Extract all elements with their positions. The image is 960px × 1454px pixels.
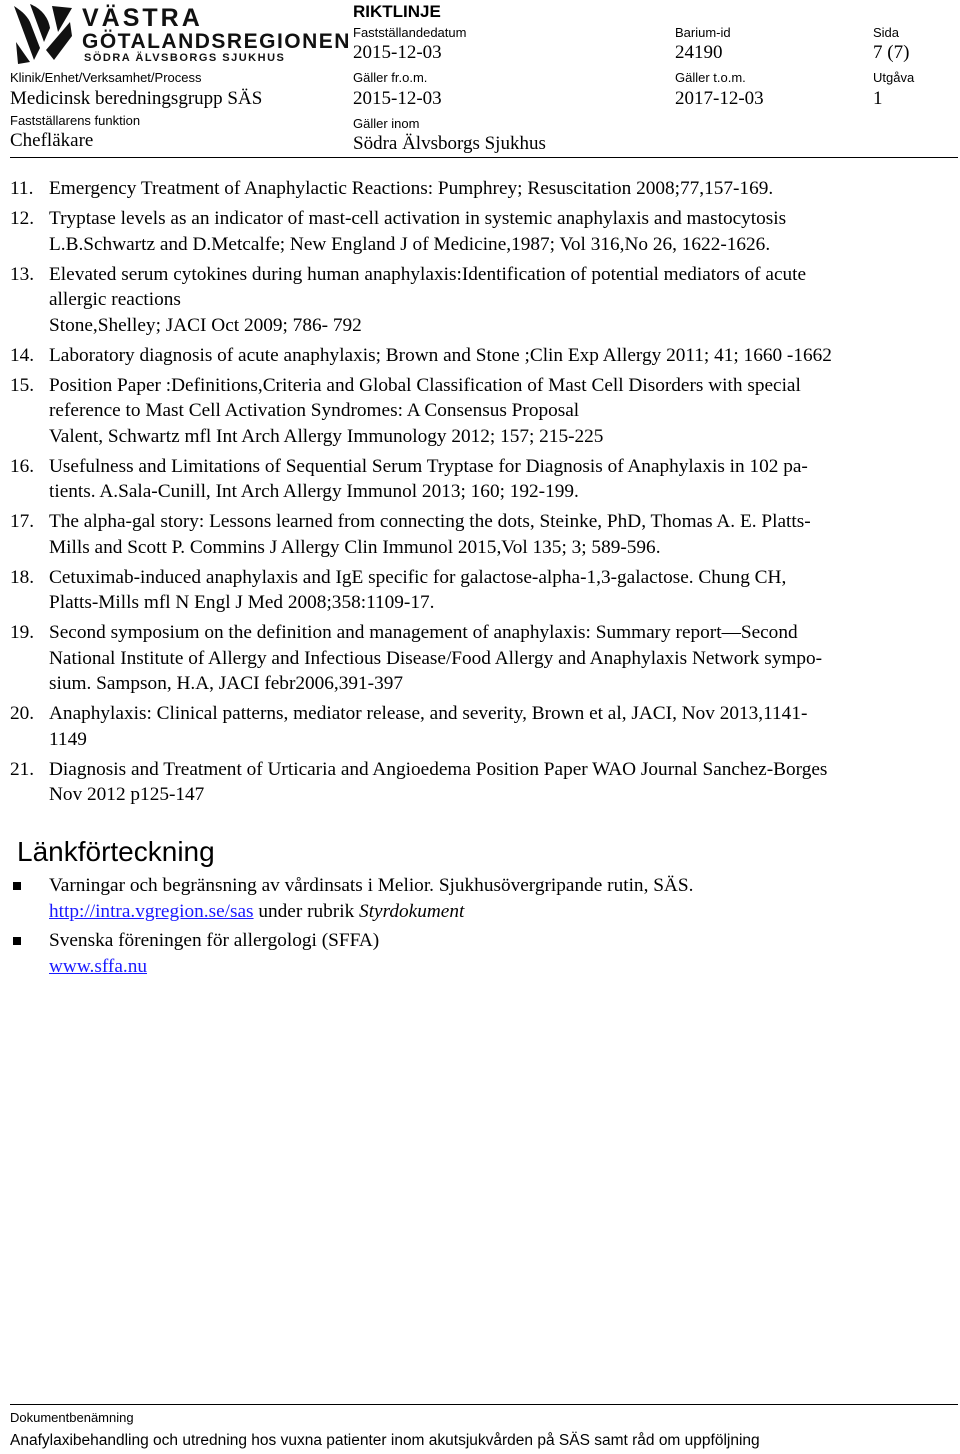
link-item-suffix: under rubrik	[253, 900, 360, 922]
region-logo	[10, 2, 351, 68]
sffa-link[interactable]: www.sffa.nu	[49, 955, 147, 977]
reference-line: Mills and Scott P. Commins J Allergy Clin Immunol 2015,Vol 135; 3; 589-596.	[49, 536, 661, 558]
link-item-italic: Styrdokument	[359, 900, 465, 922]
reference-line: Usefulness and Limitations of Sequential Serum Tryptase for Diagnosis of Anaphylaxis in 102 pa-	[49, 455, 808, 477]
reference-line: National Institute of Allergy and Infectious Disease/Food Allergy and Anaphylaxis Network sympo-	[49, 647, 823, 669]
reference-line: allergic reactions	[49, 289, 181, 310]
reference-line: reference to Mast Cell Activation Syndromes: A Consensus Proposal	[49, 400, 580, 421]
logo-line3: SÖDRA ÄLVSBORGS SJUKHUS	[84, 52, 286, 64]
reference-line: Position Paper :Definitions,Criteria and Global Classification of Mast Cell Disorders with special	[49, 374, 801, 396]
reference-number: 15.	[10, 374, 35, 396]
reference-item	[10, 343, 930, 369]
square-bullet-icon	[13, 882, 21, 890]
square-bullet-icon	[13, 937, 21, 945]
reference-item	[10, 565, 930, 616]
link-item-text: Varningar och begränsning av vårdinsats i Melior. Sjukhusövergripande rutin, SÄS.	[49, 875, 694, 896]
reference-item	[10, 701, 930, 752]
reference-item	[10, 509, 930, 560]
reference-line: Stone,Shelley; JACI Oct 2009; 786- 792	[49, 314, 362, 336]
value-galler-tom: 2017-12-03	[675, 88, 764, 109]
reference-line: Laboratory diagnosis of acute anaphylaxis; Brown and Stone ;Clin Exp Allergy 2011; 41; 1660 -1662	[49, 344, 832, 366]
link-item-text: Svenska föreningen för allergologi (SFFA)	[49, 930, 380, 951]
reference-item	[10, 454, 930, 505]
reference-number: 12.	[10, 208, 35, 229]
reference-line: Valent, Schwartz mfl Int Arch Allergy Immunology 2012; 157; 215-225	[49, 425, 604, 447]
reference-line: Tryptase levels as an indicator of mast-cell activation in systemic anaphylaxis and mastocytosis	[49, 208, 787, 229]
reference-line: 1149	[49, 728, 87, 750]
label-barium-id: Barium-id	[675, 25, 731, 40]
logo-line2: GÖTALANDSREGIONEN	[82, 30, 351, 53]
links-heading: Länkförteckning	[17, 836, 215, 867]
reference-line: The alpha-gal story: Lessons learned from connecting the dots, Steinke, PhD, Thomas A. E. Platts-	[49, 511, 811, 532]
document-type: RIKTLINJE	[353, 2, 441, 21]
list-item	[10, 873, 693, 924]
reference-line: Emergency Treatment of Anaphylactic Reactions: Pumphrey; Resuscitation 2008;77,157-169.	[49, 178, 774, 199]
reference-number: 20.	[10, 703, 35, 724]
label-galler-inom: Gäller inom	[353, 116, 420, 131]
footer-label: Dokumentbenämning	[10, 1410, 134, 1425]
reference-line: L.B.Schwartz and D.Metcalfe; New England J of Medicine,1987; Vol 316,No 26, 1622-1626.	[49, 233, 771, 255]
value-utgava: 1	[873, 88, 883, 109]
reference-number: 17.	[10, 511, 35, 532]
header-divider	[10, 157, 958, 158]
intranet-link[interactable]: http://intra.vgregion.se/sas	[49, 900, 254, 922]
label-galler-from: Gäller fr.o.m.	[353, 70, 428, 85]
reference-number: 14.	[10, 344, 35, 366]
reference-item	[10, 373, 930, 450]
reference-number: 21.	[10, 758, 35, 780]
reference-line: tients. A.Sala-Cunill, Int Arch Allergy Immunol 2013; 160; 192-199.	[49, 481, 579, 502]
value-fastst-datum: 2015-12-03	[353, 42, 442, 63]
value-galler-inom: Södra Älvsborgs Sjukhus	[353, 133, 546, 154]
reference-number: 11.	[10, 178, 34, 199]
reference-line: Second symposium on the definition and management of anaphylaxis: Summary report—Second	[49, 622, 798, 643]
reference-item	[10, 206, 930, 257]
reference-item	[10, 757, 930, 808]
reference-item	[10, 620, 930, 697]
link-list	[10, 873, 693, 983]
label-funktion: Fastställarens funktion	[10, 113, 141, 128]
value-klinik: Medicinsk beredningsgrupp SÄS	[10, 88, 263, 109]
label-galler-tom: Gäller t.o.m.	[675, 70, 746, 85]
reference-item	[10, 262, 930, 339]
label-fastst-datum: Fastställandedatum	[353, 25, 467, 40]
reference-line: sium. Sampson, H.A, JACI febr2006,391-397	[49, 673, 404, 694]
reference-number: 16.	[10, 455, 35, 477]
reference-number: 13.	[10, 263, 35, 285]
reference-number: 18.	[10, 566, 35, 588]
reference-list	[10, 176, 930, 812]
reference-number: 19.	[10, 622, 35, 643]
reference-line: Anaphylaxis: Clinical patterns, mediator release, and severity, Brown et al, JACI, Nov 2013,1141-	[49, 703, 808, 724]
value-funktion: Chefläkare	[10, 130, 94, 151]
value-galler-from: 2015-12-03	[353, 88, 442, 109]
region-emblem-icon	[10, 2, 76, 66]
reference-line: Diagnosis and Treatment of Urticaria and Angioedema Position Paper WAO Journal Sanchez-Borges	[49, 758, 828, 780]
list-item	[10, 928, 693, 979]
label-klinik: Klinik/Enhet/Verksamhet/Process	[10, 70, 202, 85]
reference-line: Nov 2012 p125-147	[49, 784, 205, 805]
reference-line: Cetuximab-induced anaphylaxis and IgE specific for galactose-alpha-1,3-galactose. Chung CH,	[49, 566, 787, 588]
reference-line: Platts-Mills mfl N Engl J Med 2008;358:1109-17.	[49, 592, 435, 613]
reference-item	[10, 176, 930, 202]
footer-document-name: Anafylaxibehandling och utredning hos vuxna patienter inom akutsjukvården på SÄS samt råd om uppföljning	[10, 1432, 760, 1449]
value-barium-id: 24190	[675, 42, 723, 63]
label-utgava: Utgåva	[873, 70, 915, 85]
logo-line1: VÄSTRA	[82, 4, 203, 32]
footer-divider	[10, 1404, 958, 1405]
reference-line: Elevated serum cytokines during human anaphylaxis:Identification of potential mediators of acute	[49, 263, 807, 285]
label-sida: Sida	[873, 25, 900, 40]
value-sida: 7 (7)	[873, 42, 910, 63]
